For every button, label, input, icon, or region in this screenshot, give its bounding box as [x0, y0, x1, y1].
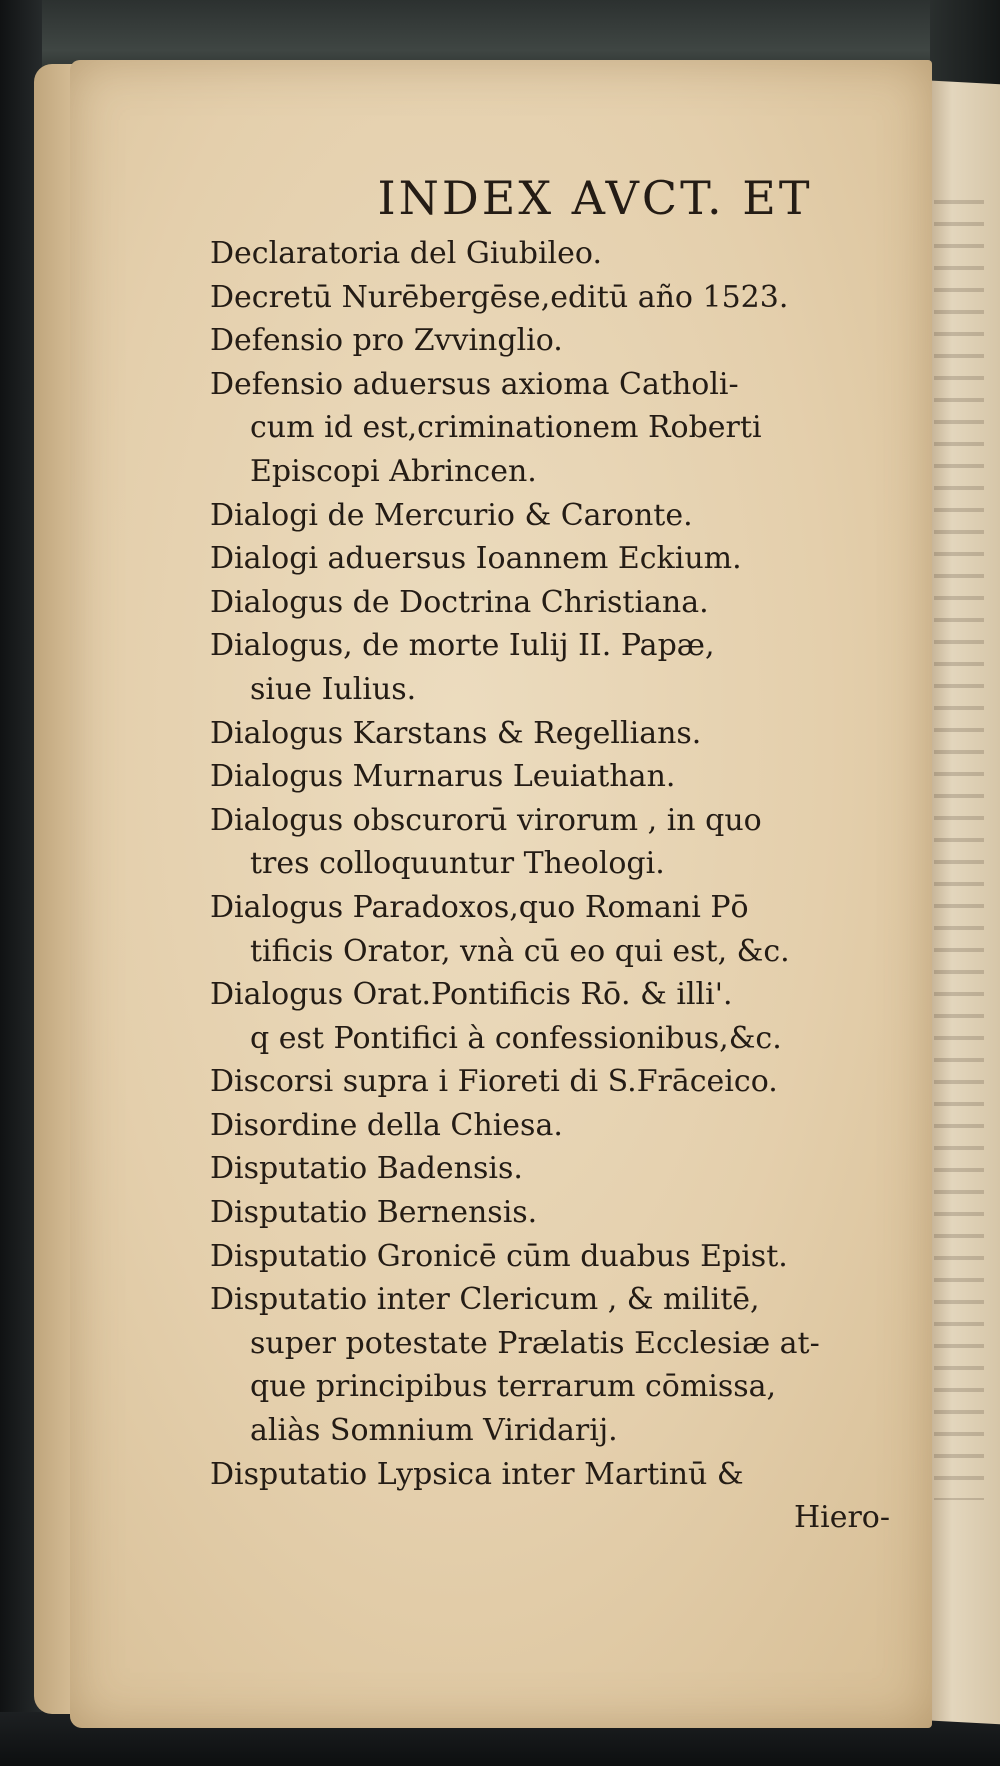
running-head: INDEX AVCT. ET [377, 171, 813, 225]
entry-line: Dialogus Murnarus Leuiathan. [210, 759, 676, 795]
entry-line: Defensio aduersus axioma Catholi- [210, 366, 739, 402]
index-entry [210, 1453, 910, 1540]
entry-line: Disputatio Badensis. [210, 1151, 523, 1187]
entry-continuation: siue Iulius. [250, 671, 417, 707]
entry-line: Defensio pro Zvvinglio. [210, 323, 563, 359]
entry-continuation: tificis Orator, vnà cū eo qui est, &c. [250, 933, 790, 969]
entry-continuation: aliàs Somnium Viridarij. [250, 1413, 618, 1449]
entry-continuation: super potestate Prælatis Ecclesiæ at- [250, 1325, 820, 1361]
index-entry [210, 755, 910, 799]
entry-continuation: Episcopi Abrincen. [250, 453, 537, 489]
entry-line: Dialogus, de morte Iulij II. Papæ, [210, 628, 715, 664]
entry-continuation: tres colloquuntur Theologi. [250, 846, 665, 882]
index-entry [210, 973, 910, 1060]
index-entry [210, 1191, 910, 1235]
entry-line: Disordine della Chiesa. [210, 1107, 563, 1143]
index-entry [210, 1147, 910, 1191]
entry-continuation: q est Pontifici à confessionibus,&c. [250, 1020, 782, 1056]
index-entry [210, 624, 910, 711]
entry-line: Dialogi de Mercurio & Caronte. [210, 497, 693, 533]
index-entry [210, 886, 910, 973]
index-entry [210, 276, 910, 320]
index-entry [210, 1278, 910, 1452]
entry-line: Dialogus Karstans & Regellians. [210, 715, 702, 751]
index-entry [210, 319, 910, 363]
index-entry [210, 1235, 910, 1279]
index-entry [210, 232, 910, 276]
index-entry [210, 581, 910, 625]
entry-line: Disputatio Gronicē cūm duabus Epist. [210, 1238, 788, 1274]
entry-continuation: que principibus terrarum cōmissa, [250, 1369, 777, 1405]
entry-line: Disputatio inter Clericum , & militē, [210, 1282, 760, 1318]
index-entry [210, 1104, 910, 1148]
entry-line: Disputatio Lypsica inter Martinū & [210, 1456, 744, 1492]
index-entry [210, 494, 910, 538]
index-entry [210, 1060, 910, 1104]
catchword: Hiero- [793, 1500, 890, 1536]
entry-line: Decretū Nurēbergēse,editū año 1523. [210, 279, 789, 315]
index-entry [210, 799, 910, 886]
entry-line: Dialogus Paradoxos,quo Romani Pō [210, 889, 749, 925]
entry-line: Dialogus de Doctrina Christiana. [210, 584, 709, 620]
facing-page-text [934, 200, 984, 1500]
entry-line: Dialogi aduersus Ioannem Eckium. [210, 541, 742, 577]
entry-line: Discorsi supra i Fioreti di S.Frāceico. [210, 1064, 778, 1100]
index-entry [210, 363, 910, 494]
index-column [210, 170, 910, 1540]
entry-continuation: cum id est,criminationem Roberti [250, 410, 762, 446]
entry-line: Dialogus Orat.Pontificis Rō. & illi'. [210, 977, 733, 1013]
entry-line: Disputatio Bernensis. [210, 1195, 538, 1231]
entry-line: Declaratoria del Giubileo. [210, 236, 602, 271]
index-entry [210, 712, 910, 756]
entry-line: Dialogus obscurorū virorum , in quo [210, 802, 762, 838]
index-entry [210, 537, 910, 581]
